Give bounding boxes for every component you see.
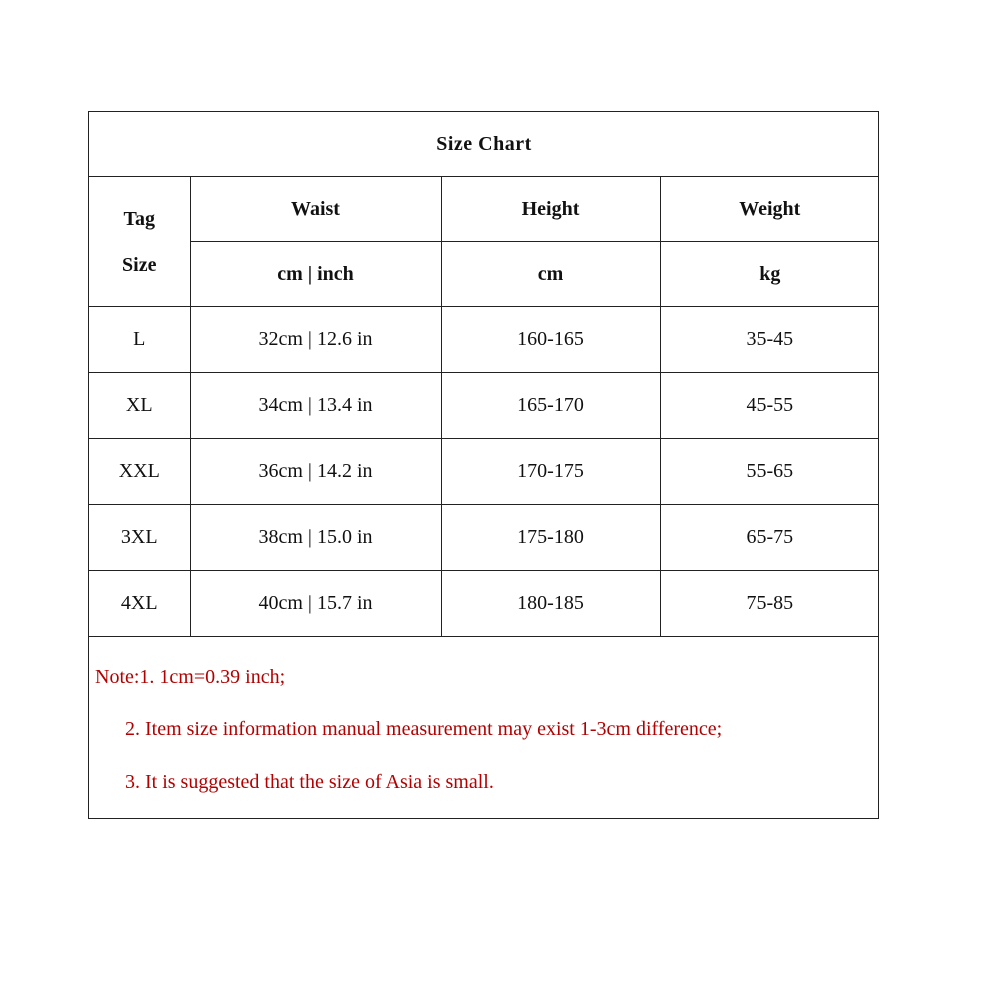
height-cell: 170-175 xyxy=(441,439,660,505)
size-cell: XXL xyxy=(89,439,190,505)
weight-cell: 65-75 xyxy=(660,505,879,571)
chart-title: Size Chart xyxy=(89,112,879,177)
table-row xyxy=(89,307,879,373)
note-line: 3. It is suggested that the size of Asia is small. xyxy=(125,771,494,793)
tag-size-line1: Tag xyxy=(123,207,155,230)
waist-cell: 32cm | 12.6 in xyxy=(190,307,441,373)
note-line: Note:1. 1cm=0.39 inch; xyxy=(95,666,286,688)
weight-cell: 55-65 xyxy=(660,439,879,505)
table-row xyxy=(89,571,879,637)
size-cell: XL xyxy=(89,373,190,439)
waist-cell: 36cm | 14.2 in xyxy=(190,439,441,505)
height-unit: cm xyxy=(441,242,660,307)
weight-cell: 75-85 xyxy=(660,571,879,637)
note-line: 2. Item size information manual measurement may exist 1-3cm difference; xyxy=(125,718,723,740)
notes-section xyxy=(89,638,877,818)
height-header: Height xyxy=(441,177,660,242)
height-cell: 175-180 xyxy=(441,505,660,571)
size-cell: 4XL xyxy=(89,571,190,637)
table-row xyxy=(89,373,879,439)
weight-cell: 45-55 xyxy=(660,373,879,439)
waist-unit: cm | inch xyxy=(190,242,441,307)
height-cell: 165-170 xyxy=(441,373,660,439)
size-cell: L xyxy=(89,307,190,373)
waist-cell: 34cm | 13.4 in xyxy=(190,373,441,439)
title-row xyxy=(89,112,879,177)
weight-header: Weight xyxy=(660,177,879,242)
height-cell: 180-185 xyxy=(441,571,660,637)
waist-cell: 40cm | 15.7 in xyxy=(190,571,441,637)
table-row xyxy=(89,505,879,571)
waist-header: Waist xyxy=(190,177,441,242)
weight-cell: 35-45 xyxy=(660,307,879,373)
header-row xyxy=(89,177,879,242)
tag-size-header xyxy=(89,177,190,307)
unit-row xyxy=(89,242,879,307)
size-chart xyxy=(88,111,879,819)
table-row xyxy=(89,439,879,505)
height-cell: 160-165 xyxy=(441,307,660,373)
size-table xyxy=(89,112,879,637)
tag-size-line2: Size xyxy=(122,253,157,276)
waist-cell: 38cm | 15.0 in xyxy=(190,505,441,571)
weight-unit: kg xyxy=(660,242,879,307)
size-cell: 3XL xyxy=(89,505,190,571)
